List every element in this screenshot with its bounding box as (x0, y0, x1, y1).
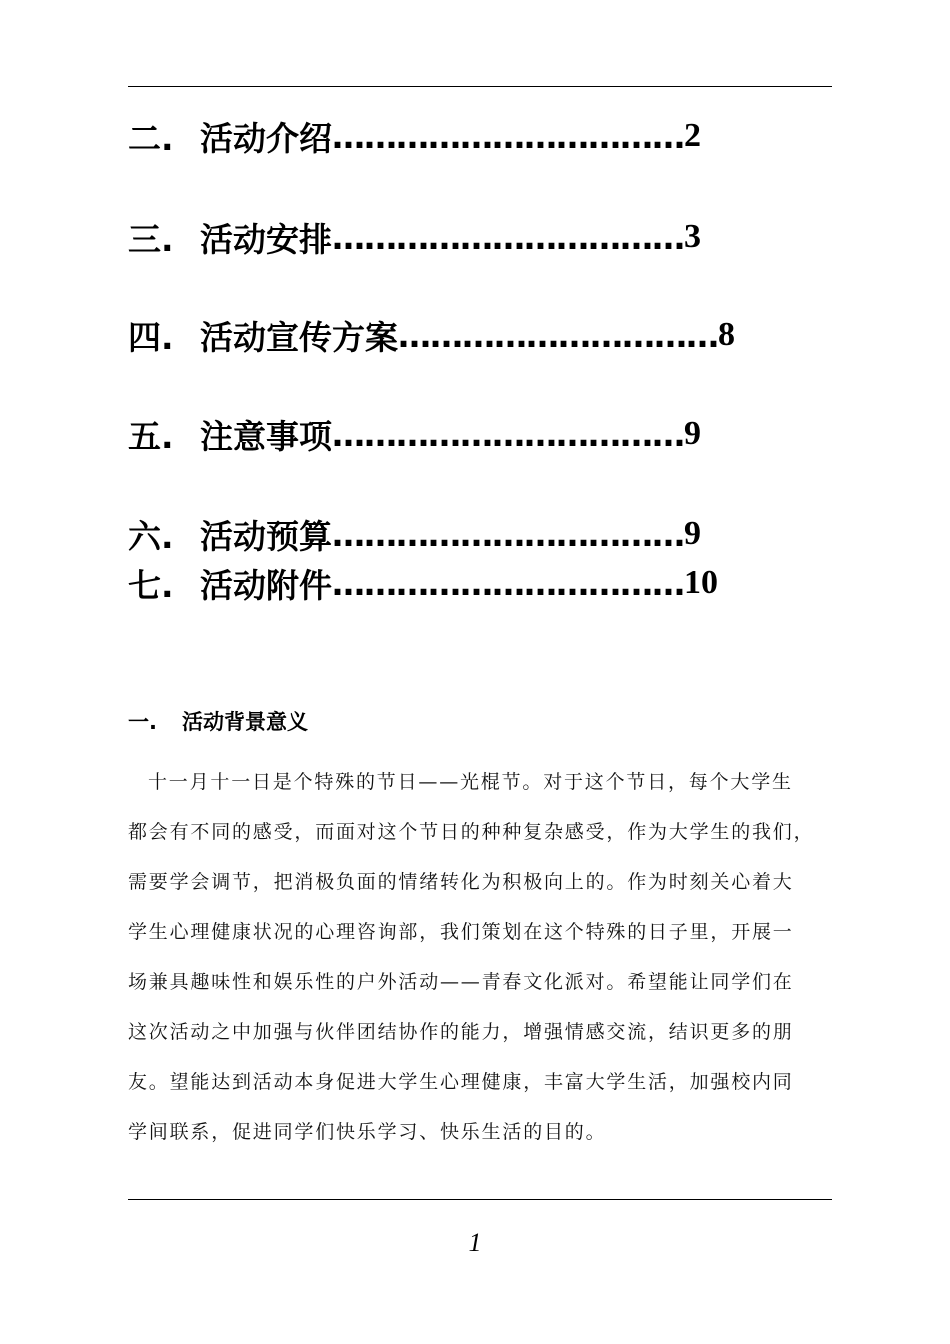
toc-entry-leader: …………………………… (332, 563, 684, 603)
section-heading (128, 706, 308, 736)
toc-entry-title: 活动宣传方案 (200, 317, 398, 357)
section-title: 活动背景意义 (182, 710, 308, 734)
footer-rule (128, 1199, 832, 1200)
toc-entry-page: 2 (684, 117, 701, 154)
toc-entry-number: 三. (128, 219, 174, 259)
toc-entry-number: 六. (128, 516, 174, 556)
paragraph-line: 学间联系，促进同学们快乐学习、快乐生活的目的。 (128, 1121, 607, 1143)
toc-entry-page: 9 (684, 415, 701, 452)
toc-entry (128, 110, 701, 162)
toc-entry-leader: …………………………… (332, 414, 684, 454)
toc-entry-number: 四. (128, 317, 174, 357)
toc-entry (128, 309, 735, 361)
toc-entry-leader: …………………………… (332, 514, 684, 554)
toc-entry-number: 二. (128, 118, 174, 158)
toc-entry (128, 408, 701, 460)
paragraph-line: 学生心理健康状况的心理咨询部，我们策划在这个特殊的日子里，开展一 (128, 921, 794, 943)
toc-entry-number: 五. (128, 416, 174, 456)
toc-entry-title: 活动附件 (200, 565, 332, 605)
toc-entry (128, 211, 701, 263)
toc-entry-page: 9 (684, 515, 701, 552)
toc-entry-title: 活动介绍 (200, 118, 332, 158)
header-rule (128, 86, 832, 87)
paragraph-line: 友。望能达到活动本身促进大学生心理健康，丰富大学生活，加强校内同 (128, 1071, 794, 1093)
paragraph-line: 场兼具趣味性和娱乐性的户外活动——青春文化派对。希望能让同学们在 (128, 971, 794, 993)
toc-entry-leader: …………………………… (332, 116, 684, 156)
toc-entry-number: 七. (128, 565, 174, 605)
paragraph-line: 都会有不同的感受，而面对这个节日的种种复杂感受，作为大学生的我们， (128, 821, 815, 843)
toc-entry-leader: ………………………… (398, 315, 718, 355)
toc-entry-title: 注意事项 (200, 416, 332, 456)
toc-entry (128, 557, 718, 609)
toc-entry-page: 8 (718, 316, 735, 353)
section-paragraph (128, 764, 860, 1164)
toc-entry-page: 10 (684, 564, 718, 601)
toc-entry-title: 活动安排 (200, 219, 332, 259)
toc-entry (128, 508, 701, 560)
toc-entry-page: 3 (684, 218, 701, 255)
toc-entry-title: 活动预算 (200, 516, 332, 556)
paragraph-line: 十一月十一日是个特殊的节日——光棍节。对于这个节日，每个大学生 (148, 771, 793, 793)
toc-entry-leader: …………………………… (332, 217, 684, 257)
paragraph-line: 需要学会调节，把消极负面的情绪转化为积极向上的。作为时刻关心着大 (128, 871, 794, 893)
paragraph-line: 这次活动之中加强与伙伴团结协作的能力，增强情感交流，结识更多的朋 (128, 1021, 794, 1043)
page-number: 1 (468, 1228, 482, 1257)
section-number: 一. (128, 710, 157, 734)
